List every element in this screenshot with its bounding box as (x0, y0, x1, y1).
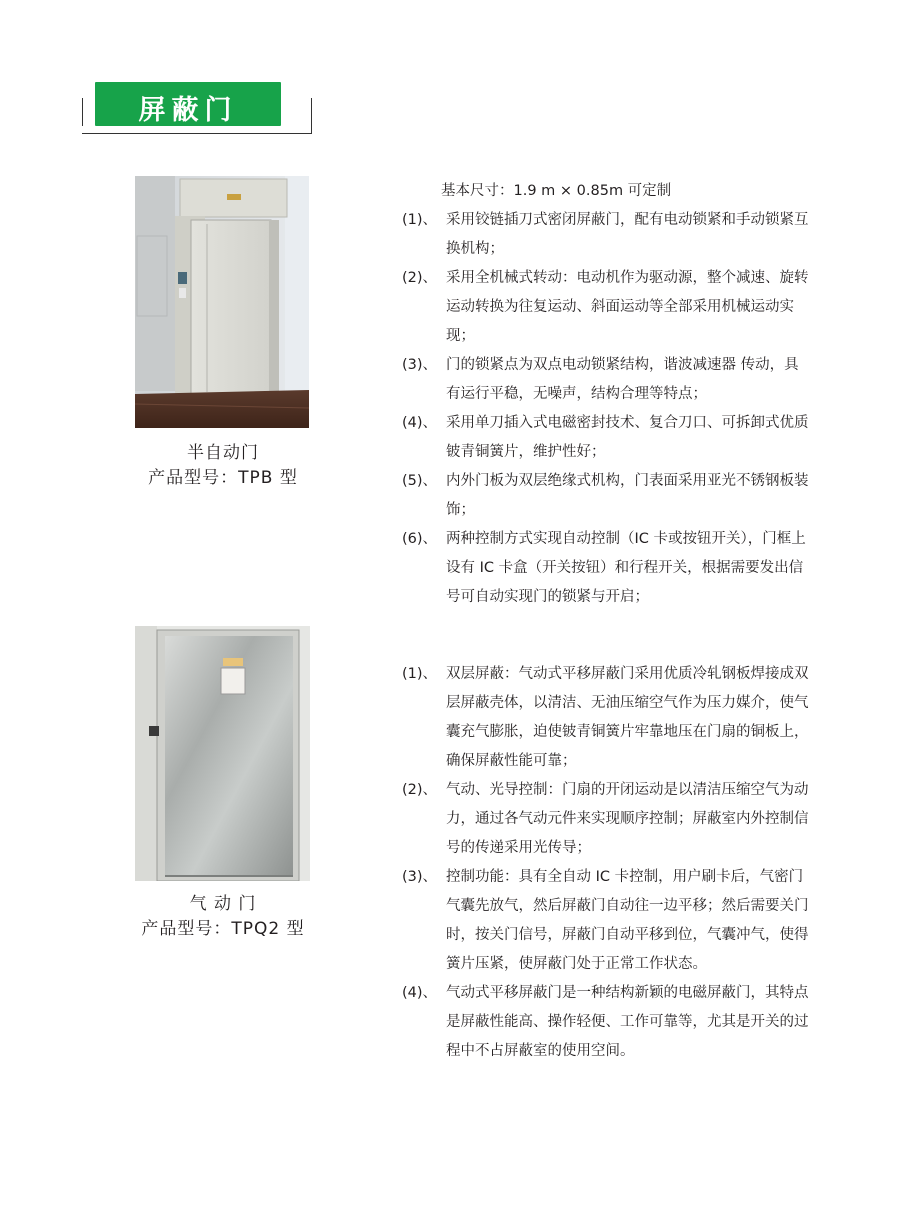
feature-number: (6)、 (402, 531, 438, 547)
feature-text: 采用单刀插入式电磁密封技术、复合刀口、可拆卸式优质铍青铜簧片，维护性好； (446, 415, 809, 460)
feature-number: (5)、 (402, 473, 438, 489)
feature-item (402, 264, 812, 351)
feature-text: 双层屏蔽：气动式平移屏蔽门采用优质冷轧钢板焊接成双层屏蔽壳体，以清洁、无油压缩空气作为压力媒介，使气囊充气膨胀，迫使铍青铜簧片牢靠地压在门扇的铜板上，确保屏蔽性能可靠； (446, 666, 809, 769)
product-model: 产品型号：TPQ2 型 (141, 919, 305, 939)
product-name: 气 动 门 (189, 894, 257, 914)
base-size: 基本尺寸：1.9 m × 0.85m 可定制 (441, 183, 672, 199)
feature-number: (1)、 (402, 666, 438, 682)
product-caption-1 (120, 441, 326, 491)
page-title: 屏蔽门 (138, 95, 238, 126)
feature-number: (4)、 (402, 415, 438, 431)
feature-number: (4)、 (402, 985, 438, 1001)
feature-text: 内外门板为双层绝缘式机构，门表面采用亚光不锈钢板装饰； (446, 473, 809, 518)
product-caption-2 (120, 892, 326, 942)
feature-item (402, 409, 812, 467)
feature-number: (2)、 (402, 782, 438, 798)
feature-item (402, 467, 812, 525)
feature-item (402, 979, 812, 1066)
feature-text: 采用全机械式转动：电动机作为驱动源，整个减速、旋转运动转换为往复运动、斜面运动等全部采用机械运动实现； (446, 270, 809, 344)
feature-item (402, 863, 812, 979)
feature-item (402, 776, 812, 863)
feature-item (402, 660, 812, 776)
feature-item (402, 206, 812, 264)
feature-number: (1)、 (402, 212, 438, 228)
feature-text: 门的锁紧点为双点电动锁紧结构，谐波减速器 传动，具有运行平稳，无噪声，结构合理等特点； (446, 357, 799, 402)
title-banner (95, 82, 281, 126)
product-spec-1 (402, 177, 812, 612)
feature-text: 采用铰链插刀式密闭屏蔽门，配有电动锁紧和手动锁紧互换机构； (446, 212, 809, 257)
pneumatic-door-photo (135, 626, 310, 881)
product-name: 半自动门 (187, 443, 259, 463)
feature-item (402, 351, 812, 409)
feature-number: (2)、 (402, 270, 438, 286)
product-model: 产品型号：TPB 型 (148, 468, 298, 488)
feature-text: 气动、光导控制：门扇的开闭运动是以清洁压缩空气为动力，通过各气动元件来实现顺序控制；屏蔽室内外控制信号的传递采用光传导； (446, 782, 809, 856)
feature-text: 两种控制方式实现自动控制（IC 卡或按钮开关），门框上设有 IC 卡盒（开关按钮）和行程开关，根据需要发出信号可自动实现门的锁紧与开启； (446, 531, 806, 605)
semi-automatic-door-photo (135, 176, 309, 428)
feature-text: 控制功能：具有全自动 IC 卡控制，用户刷卡后，气密门气囊先放气，然后屏蔽门自动往一边平移；然后需要关门时，按关门信号，屏蔽门自动平移到位，气囊冲气，使得簧片压紧，使屏蔽门处于正常工作状态。 (446, 869, 809, 972)
product-spec-2 (402, 660, 812, 1066)
feature-item (402, 525, 812, 612)
feature-number: (3)、 (402, 869, 438, 885)
feature-number: (3)、 (402, 357, 438, 373)
feature-text: 气动式平移屏蔽门是一种结构新颖的电磁屏蔽门，其特点是屏蔽性能高、操作轻便、工作可靠等，尤其是开关的过程中不占屏蔽室的使用空间。 (446, 985, 809, 1059)
